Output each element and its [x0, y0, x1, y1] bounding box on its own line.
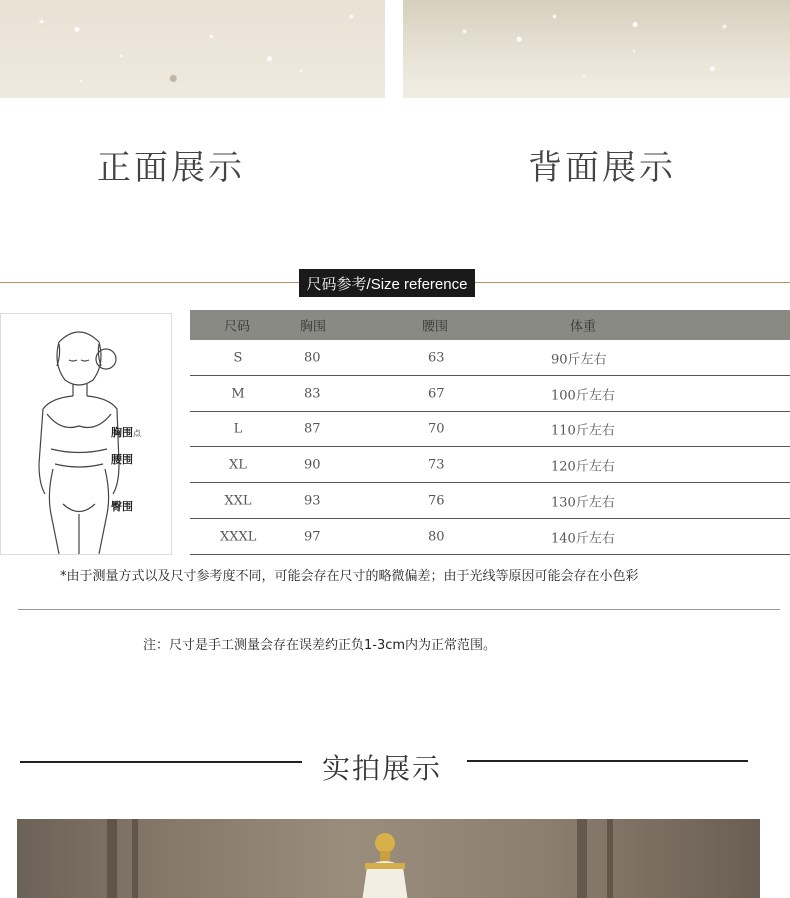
- size-reference-title: 尺码参考/Size reference: [299, 269, 475, 297]
- waist-label: 腰围: [111, 453, 133, 466]
- curtain-fold: [607, 819, 613, 898]
- weight-cell: 110斤左右: [551, 423, 615, 439]
- bust-cell: 87: [304, 421, 321, 437]
- bust-cell: 97: [304, 529, 321, 545]
- waist-cell: 80: [428, 529, 445, 545]
- table-row: [190, 447, 790, 483]
- column-header: 腰围: [422, 319, 449, 335]
- table-row: [190, 519, 790, 555]
- size-cell: XXL: [224, 493, 252, 509]
- curtain-fold: [107, 819, 117, 898]
- curtain-fold: [132, 819, 138, 898]
- bust-label: 胸围点: [111, 426, 141, 439]
- curtain-fold: [577, 819, 587, 898]
- bust-cell: 93: [304, 493, 321, 509]
- waist-cell: 73: [428, 457, 445, 473]
- size-cell: M: [231, 386, 245, 402]
- table-row: [190, 483, 790, 519]
- real-photo: [17, 819, 760, 898]
- back-photo: [403, 0, 790, 98]
- real-photos-title: 实拍展示: [322, 752, 443, 785]
- table-row: [190, 376, 790, 412]
- tolerance-note: 注：尺寸是手工测量会存在误差约正负1-3cm内为正常范围。: [143, 638, 497, 653]
- hip-label: 臀围: [111, 500, 133, 513]
- vase-icon: [347, 829, 423, 898]
- body-measurement-figure: [0, 313, 172, 555]
- weight-cell: 140斤左右: [551, 531, 615, 547]
- size-cell: XXXL: [220, 529, 257, 545]
- weight-cell: 120斤左右: [551, 459, 615, 475]
- bust-cell: 83: [304, 386, 321, 402]
- body-outline-icon: [1, 314, 171, 554]
- weight-cell: 90斤左右: [551, 352, 607, 368]
- size-cell: S: [233, 350, 243, 366]
- bust-cell: 80: [304, 350, 321, 366]
- front-photo: [0, 0, 385, 98]
- bust-cell: 90: [304, 457, 321, 473]
- column-header: 胸围: [300, 319, 327, 335]
- waist-cell: 63: [428, 350, 445, 366]
- column-header: 体重: [570, 319, 597, 335]
- table-header-row: [190, 310, 790, 340]
- row-divider: [190, 554, 790, 555]
- weight-cell: 130斤左右: [551, 495, 615, 511]
- real-photos-divider-right: [467, 760, 748, 762]
- measurement-disclaimer: *由于测量方式以及尺寸参考度不同，可能会存在尺寸的略微偏差；由于光线等原因可能会存在小色彩: [60, 569, 639, 584]
- size-cell: XL: [229, 457, 247, 473]
- waist-cell: 70: [428, 421, 445, 437]
- waist-cell: 67: [428, 386, 445, 402]
- back-caption: 背面展示: [528, 148, 676, 188]
- section-divider: [18, 609, 780, 610]
- table-row: [190, 412, 790, 448]
- real-photos-divider-left: [20, 761, 302, 763]
- waist-cell: 76: [428, 493, 445, 509]
- column-header: 尺码: [224, 319, 251, 335]
- size-cell: L: [233, 421, 243, 437]
- table-row: [190, 340, 790, 376]
- weight-cell: 100斤左右: [551, 388, 615, 404]
- size-table: [190, 310, 790, 555]
- front-caption: 正面展示: [97, 148, 245, 188]
